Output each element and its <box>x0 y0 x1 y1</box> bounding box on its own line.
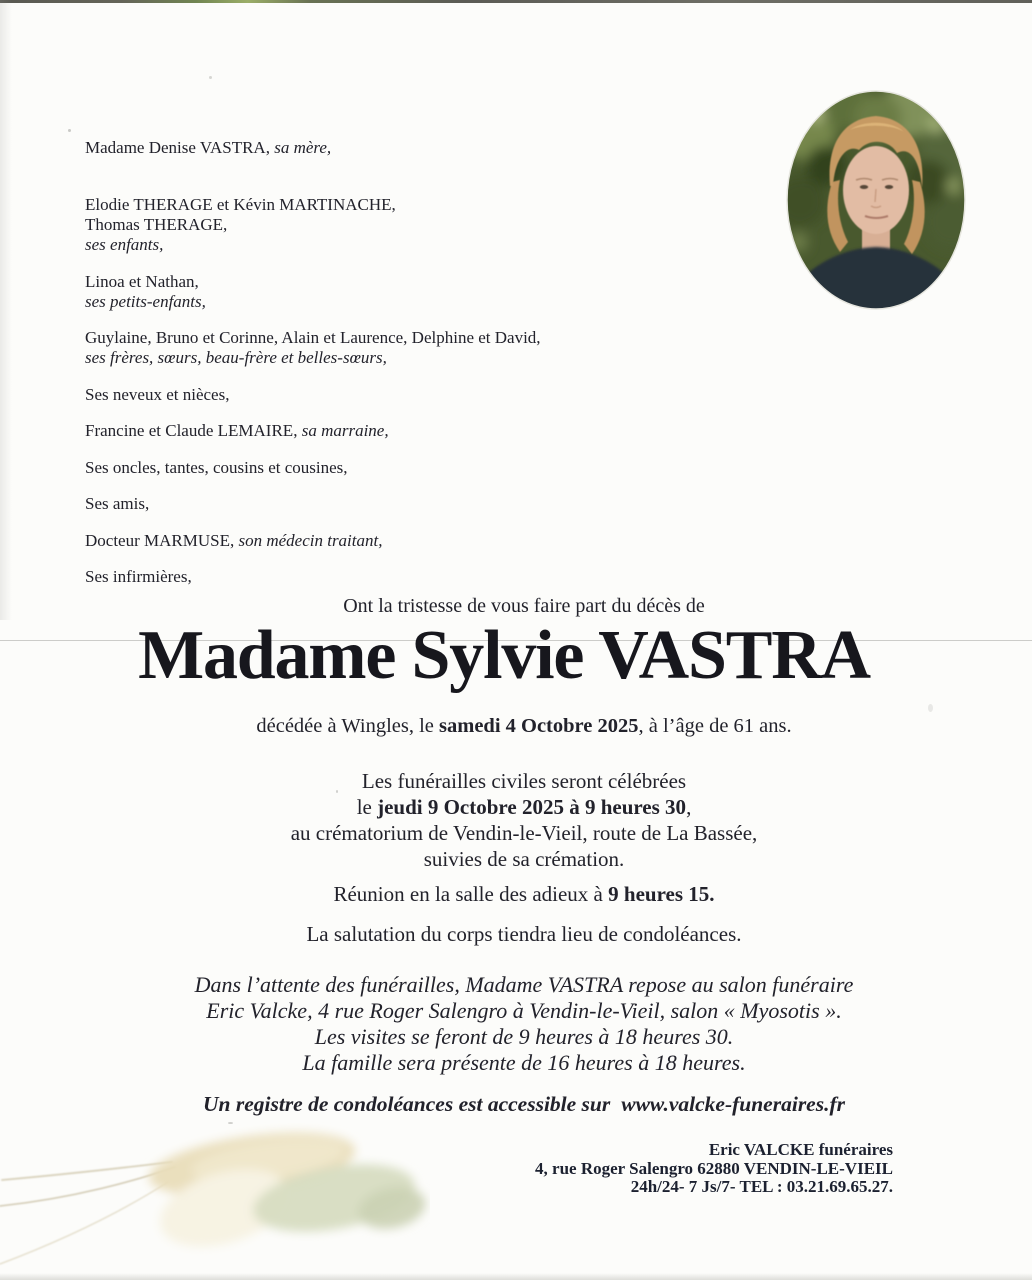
mourner-entry: Ses neveux et nièces, <box>85 384 230 404</box>
announcement-intro: Ont la tristesse de vous faire part du décès de <box>343 595 705 617</box>
dust-speck <box>228 1122 233 1124</box>
mourner-entry: Docteur MARMUSE, son médecin traitant, <box>85 530 383 550</box>
dust-speck <box>209 76 212 79</box>
ceremony-line: le jeudi 9 Octobre 2025 à 9 heures 30, <box>356 795 692 819</box>
reunion-time: 9 heures 15. <box>608 882 715 906</box>
salutation-line: La salutation du corps tiendra lieu de condoléances. <box>306 922 742 946</box>
mourner-entry: Linoa et Nathan, ses petits-enfants, <box>85 271 206 311</box>
deceased-name: Madame Sylvie VASTRA <box>138 617 870 694</box>
registry-line: Un registre de condoléances est accessible sur www.valcke-funeraires.fr <box>202 1092 845 1116</box>
funeral-home-name: Eric VALCKE funéraires <box>708 1140 893 1159</box>
mourner-entry: Ses infirmières, <box>85 567 192 586</box>
mourner-entry: Francine et Claude LEMAIRE, sa marraine, <box>85 421 389 440</box>
mourner-entry: Elodie THERAGE et Kévin MARTINACHE, Thomas THERAGE, ses enfants, <box>85 195 396 254</box>
visitation-line: Dans l’attente des funérailles, Madame VASTRA repose au salon funéraire <box>194 972 854 997</box>
dust-speck <box>205 391 207 393</box>
registry-website: www.valcke-funeraires.fr <box>621 1092 845 1116</box>
scan-bottom-edge <box>0 1273 1032 1280</box>
mourners-list <box>85 138 685 604</box>
ceremony-line: suivies de sa crémation. <box>423 847 625 871</box>
dust-speck <box>928 704 933 712</box>
scan-top-edge <box>0 0 1032 3</box>
ceremony-line: au crématorium de Vendin-le-Vieil, route de La Bassée, <box>290 821 758 845</box>
visitation-details <box>8 972 1032 1076</box>
funeral-home-address: 4, rue Roger Salengro 62880 VENDIN-LE-VIEIL <box>535 1158 893 1178</box>
dust-speck <box>336 790 338 793</box>
visitation-line: La famille sera présente de 16 heures à 18 heures. <box>302 1050 746 1075</box>
ceremony-date: jeudi 9 Octobre 2025 à 9 heures 30 <box>377 795 687 819</box>
mourner-entry: Ses oncles, tantes, cousins et cousines, <box>85 457 348 477</box>
portrait-photo <box>786 90 966 311</box>
mourner-entry: Ses amis, <box>85 494 150 513</box>
mourner-entry: Madame Denise VASTRA, sa mère, <box>85 138 332 157</box>
visitation-line: Eric Valcke, 4 rue Roger Salengro à Vendin-le-Vieil, salon « Myosotis ». <box>206 998 842 1023</box>
dried-grass-decoration <box>0 1120 430 1280</box>
dust-speck <box>68 129 71 132</box>
death-date: samedi 4 Octobre 2025 <box>439 715 639 737</box>
reunion-line: Réunion en la salle des adieux à 9 heures 15. <box>333 882 715 906</box>
funeral-home-block <box>450 1141 893 1197</box>
ceremony-line: Les funérailles civiles seront célébrées <box>361 769 687 793</box>
visitation-line: Les visites se feront de 9 heures à 18 heures 30. <box>314 1024 734 1049</box>
mourner-entry: Guylaine, Bruno et Corinne, Alain et Laurence, Delphine et David, ses frères, sœurs, beau-frère et belles-sœurs, <box>85 328 541 367</box>
death-details: décédée à Wingles, le samedi 4 Octobre 2025, à l’âge de 61 ans. <box>256 715 792 737</box>
ceremony-details <box>8 768 1032 872</box>
scan-left-edge <box>0 0 12 620</box>
funeral-home-phone: 24h/24- 7 Js/7- TEL : 03.21.69.65.27. <box>630 1177 893 1196</box>
